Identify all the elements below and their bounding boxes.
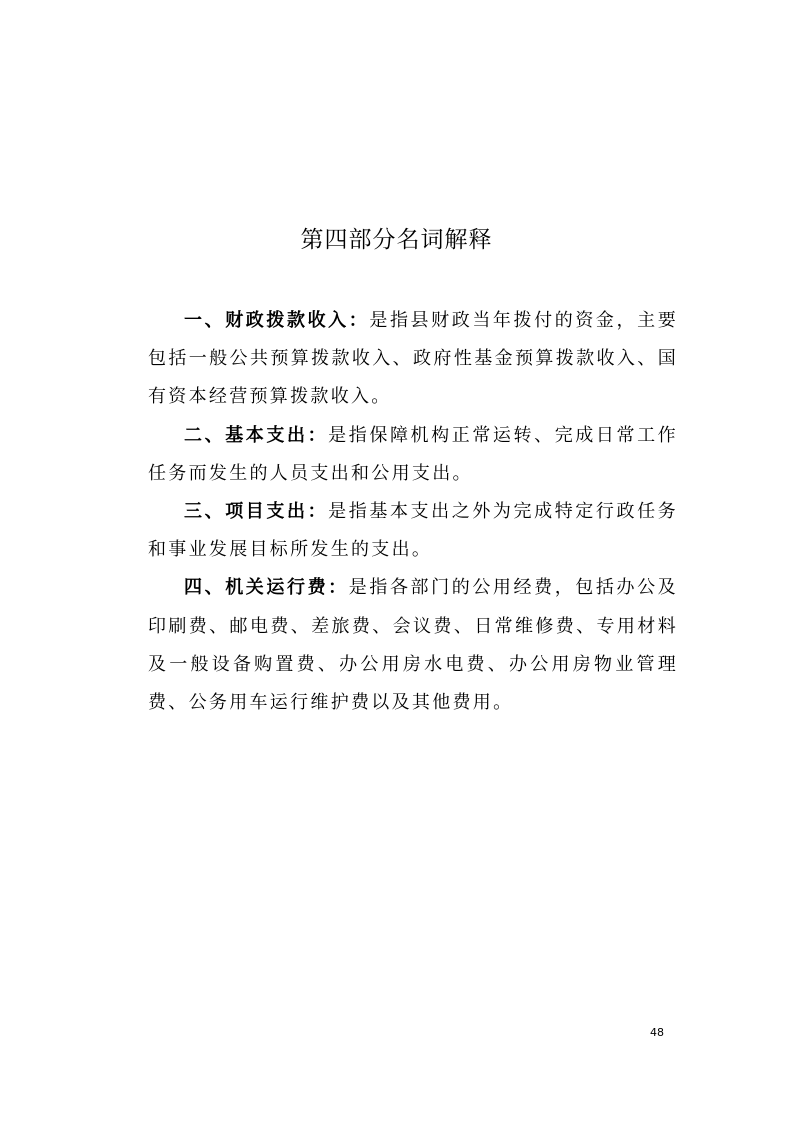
definition-text: 是指县财政当年拨付的资金，主要包括一般公共预算拨款收入、政府性基金预算拨款收入、国有资本经营预算拨款收入。 <box>148 310 678 408</box>
definition-text: 是指各部门的公用经费，包括办公及印刷费、邮电费、差旅费、会议费、日常维修费、专用材料及一般设备购置费、办公用房水电费、办公用房物业管理费、公务用车运行维护费以及其他费用。 <box>148 577 678 714</box>
page-number: 48 <box>650 1026 664 1039</box>
definitions-section <box>148 302 678 722</box>
definition-paragraph <box>148 493 678 569</box>
definition-term: 二、基本支出： <box>184 424 329 446</box>
definition-term: 一、财政拨款收入： <box>184 310 370 331</box>
definition-term: 三、项目支出： <box>184 501 329 523</box>
page-title: 第四部分名词解释 <box>300 227 493 253</box>
definition-paragraph <box>148 417 678 493</box>
definition-paragraph <box>148 302 678 417</box>
definition-text: 是指基本支出之外为完成特定行政任务和事业发展目标所发生的支出。 <box>148 501 678 561</box>
definition-text: 是指保障机构正常运转、完成日常工作任务而发生的人员支出和公用支出。 <box>148 424 678 484</box>
definition-paragraph <box>148 569 678 722</box>
definition-term: 四、机关运行费： <box>184 577 349 599</box>
